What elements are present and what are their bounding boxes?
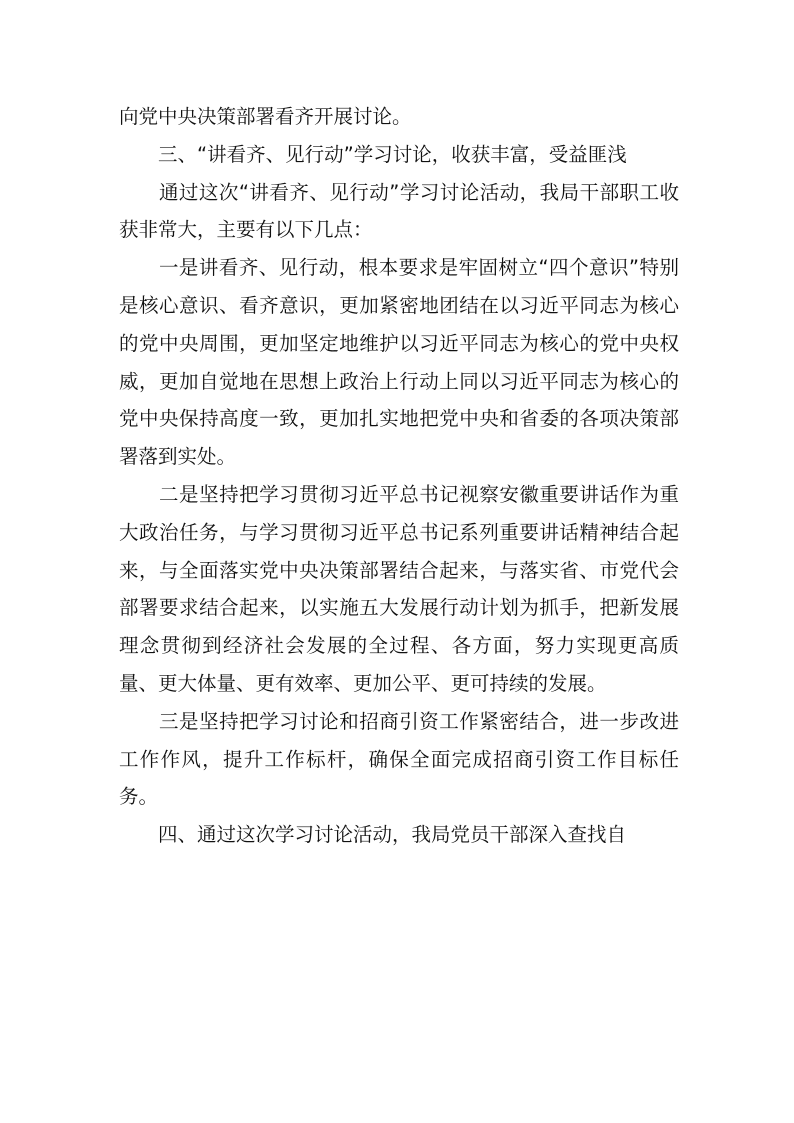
document-body <box>119 98 679 854</box>
paragraph-continuation: 向党中央决策部署看齐开展讨论。 <box>119 105 412 128</box>
paragraph-point-three: 三是坚持把学习讨论和招商引资工作紧密结合，进一步改进工作作风，提升工作标杆，确保全面完成招商引资工作目标任务。 <box>119 709 679 809</box>
section-heading-three: 三、“讲看齐、见行动”学习讨论，收获丰富，受益匪浅 <box>119 142 627 166</box>
paragraph-point-two: 二是坚持把学习贯彻习近平总书记视察安徽重要讲话作为重大政治任务，与学习贯彻习近平总书记系列重要讲话精神结合起来，与全面落实党中央决策部署结合起来，与落实省、市党代会部署要求结合起来，以实施五大发展行动计划为抓手，把新发展理念贯彻到经济社会发展的全过程、各方面，努力实现更高质量、更大体量、更有效率、更加公平、更可持续的发展。 <box>119 482 679 695</box>
paragraph-point-one: 一是讲看齐、见行动，根本要求是牢固树立“四个意识”特别是核心意识、看齐意识，更加紧密地团结在以习近平同志为核心的党中央周围，更加坚定地维护以习近平同志为核心的党中央权威，更加自觉地在思想上政治上行动上同以习近平同志为核心的党中央保持高度一致，更加扎实地把党中央和省委的各项决策部署落到实处。 <box>119 256 679 469</box>
paragraph-intro: 通过这次“讲看齐、见行动”学习讨论活动，我局干部职工收获非常大，主要有以下几点： <box>119 180 679 242</box>
section-heading-four: 四、通过这次学习讨论活动，我局党员干部深入查找自 <box>119 823 627 847</box>
